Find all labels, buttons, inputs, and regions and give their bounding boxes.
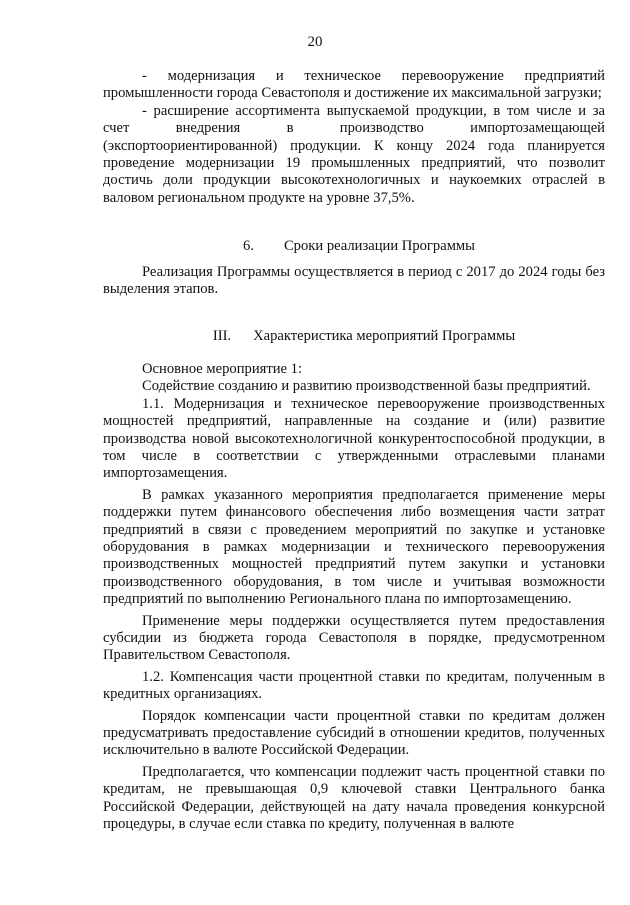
section-6-number: 6. [243,238,254,255]
main-event-label: Основное мероприятие 1: [142,360,303,377]
page-body [103,68,605,833]
page-number: 20 [307,34,323,50]
section-6-text: Реализация Программы осуществляется в период с 2017 до 2024 годы без выделения этапов. [103,263,605,298]
paragraph-1-2: 1.2. Компенсация части процентной ставки по кредитам, полученным в кредитных организациях. [103,668,605,703]
paragraph-compensation-order: Порядок компенсации части процентной ставки по кредитам должен предусматривать предоставление субсидий в отношении кредитов, полученных исключительно в валюте Российской Федерации. [103,707,605,759]
paragraph-compensation-rate: Предполагается, что компенсации подлежит часть процентной ставки по кредитам, не превышающая 0,9 ключевой ставки Центрального банка Российской Федерации, действующей на дату начала проведения конкурсной процедуры, в случае если ставка по кредиту, полученная в валюте [103,763,605,833]
section-6-title: Сроки реализации Программы [283,238,475,255]
bullet-assortment: - расширение ассортимента выпускаемой продукции, в том числе и за счет внедрения в производство импортозамещающей (экспортоориентированной) продукции. К концу 2024 года планируется проведение модернизации 19 промышленных предприятий, что позволит достичь доли продукции высокотехнологичных и наукоемких отраслей в валовом региональном продукте на уровне 37,5%. [103,102,605,206]
section-3-number: III. [212,328,232,345]
bullet-modernization: - модернизация и техническое перевооружение предприятий промышленности города Севастополя и достижение их максимальной загрузки; [103,68,605,102]
section-3-heading [103,328,605,345]
main-event-title: Содействие созданию и развитию производственной базы предприятий. [142,378,591,395]
paragraph-1-1: 1.1. Модернизация и техническое перевооружение производственных мощностей предприятий, направленные на создание и (или) развитие производства новой высокотехнологичной конкурентоспособной продукции, в том числе в соответствии с утвержденными отраслевыми планами импортозамещения. [103,395,605,482]
section-6-heading [103,238,605,255]
paragraph-measure-description: В рамках указанного мероприятия предполагается применение меры поддержки путем финансового обеспечения либо возмещения части затрат предприятий в связи с проведением мероприятий по закупке и установке оборудования в рамках модернизации и технического перевооружения производственных мощностей предприятий путем закупки и установки производственного оборудования, в том числе и учитывая возможности предприятий по выполнению Регионального плана по импортозамещению. [103,486,605,608]
section-3-title: Характеристика мероприятий Программы [253,328,516,345]
paragraph-subsidy: Применение меры поддержки осуществляется путем предоставления субсидии из бюджета города Севастополя в порядке, предусмотренном Правительством Севастополя. [103,612,605,664]
